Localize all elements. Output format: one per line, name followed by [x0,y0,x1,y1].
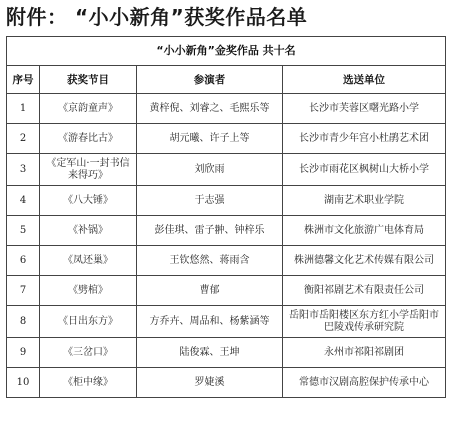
row-no: 7 [7,276,40,306]
table-row [7,186,446,216]
table-header-row [7,66,446,94]
row-no: 10 [7,368,40,398]
table-row [7,338,446,368]
row-performers: 罗婕溪 [137,368,283,398]
row-unit: 长沙市芙蓉区曙光路小学 [283,94,446,124]
row-unit: 长沙市雨花区枫树山大桥小学 [283,154,446,186]
row-program: 《补锅》 [40,216,137,246]
header-unit: 选送单位 [283,66,446,94]
row-performers: 胡元曦、许子上等 [137,124,283,154]
row-performers: 彭佳琪、雷子翀、钟梓乐 [137,216,283,246]
header-performers: 参演者 [137,66,283,94]
table-row [7,124,446,154]
table-row [7,246,446,276]
row-performers: 方乔卉、周品和、杨紫涵等 [137,306,283,338]
row-program: 《凤还巢》 [40,246,137,276]
header-program: 获奖节目 [40,66,137,94]
row-unit: 常德市汉剧高腔保护传承中心 [283,368,446,398]
row-no: 1 [7,94,40,124]
row-program: 《劈棺》 [40,276,137,306]
row-performers: 陆俊霖、王坤 [137,338,283,368]
row-no: 9 [7,338,40,368]
row-unit: 株洲市文化旅游广电体育局 [283,216,446,246]
row-performers: 刘欣雨 [137,154,283,186]
row-program: 《三岔口》 [40,338,137,368]
table-row [7,368,446,398]
row-program: 《游春比古》 [40,124,137,154]
table-row [7,94,446,124]
award-list-table [6,36,446,398]
row-no: 8 [7,306,40,338]
row-program: 《八大锤》 [40,186,137,216]
row-program: 《定军山·一封书信来得巧》 [40,154,137,186]
row-unit: 长沙市青少年宫小杜鹃艺术团 [283,124,446,154]
row-performers: 黄梓倪、刘睿之、毛熙乐等 [137,94,283,124]
row-no: 4 [7,186,40,216]
row-no: 2 [7,124,40,154]
row-unit: 湖南艺术职业学院 [283,186,446,216]
row-unit: 株洲德馨文化艺术传媒有限公司 [283,246,446,276]
row-unit: 永州市祁阳祁剧团 [283,338,446,368]
row-no: 6 [7,246,40,276]
row-performers: 王钦悠然、蒋雨含 [137,246,283,276]
table-row [7,154,446,186]
row-performers: 曹郁 [137,276,283,306]
row-program: 《柜中缘》 [40,368,137,398]
row-program: 《京韵童声》 [40,94,137,124]
row-unit: 衡阳祁剧艺术有限责任公司 [283,276,446,306]
header-no: 序号 [7,66,40,94]
row-program: 《日出东方》 [40,306,137,338]
row-performers: 于志强 [137,186,283,216]
table-caption: “小小新角”金奖作品 共十名 [7,37,446,66]
page-title: 附件： “小小新角”获奖作品名单 [6,5,308,29]
row-no: 3 [7,154,40,186]
table-row [7,216,446,246]
table-row [7,276,446,306]
table-row [7,306,446,338]
row-no: 5 [7,216,40,246]
row-unit: 岳阳市岳阳楼区东方红小学岳阳市巴陵戏传承研究院 [283,306,446,338]
